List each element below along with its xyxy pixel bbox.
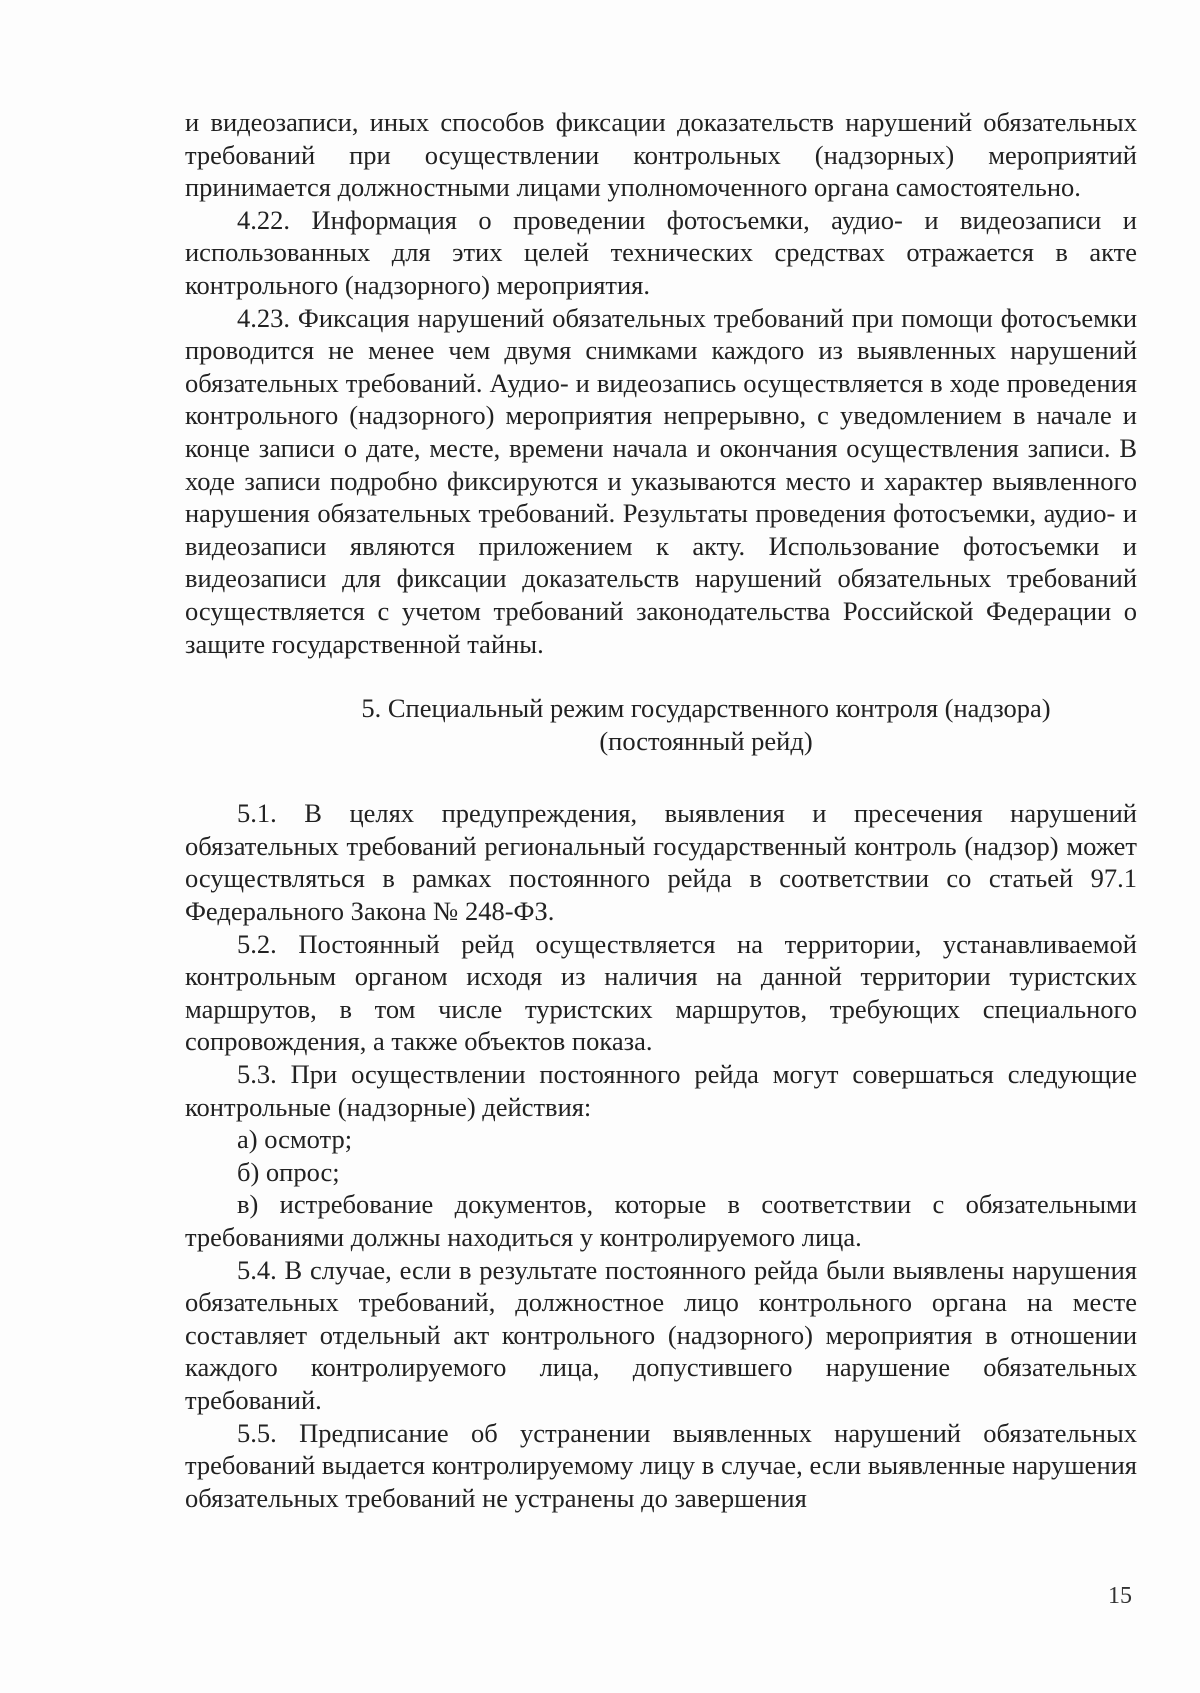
document-body (185, 106, 1137, 1514)
paragraph-5-2: 5.2. Постоянный рейд осуществляется на территории, устанавливаемой контрольным органом исходя из наличия на данной территории туристских маршрутов, в том числе туристских маршрутов, требующих специального сопровождения, а также объектов показа. (185, 928, 1137, 1057)
paragraph-5-4: 5.4. В случае, если в результате постоянного рейда были выявлены нарушения обязательных требований, должностное лицо контрольного органа на месте составляет отдельный акт контрольного (надзорного) мероприятия в отношении каждого контролируемого лица, допустившего нарушение обязательных требований. (185, 1254, 1137, 1415)
list-item-c: в) истребование документов, которые в соответствии с обязательными требованиями должны находиться у контролируемого лица. (185, 1189, 1137, 1252)
list-item-a: а) осмотр; (237, 1124, 353, 1155)
paragraph-4-23: 4.23. Фиксация нарушений обязательных требований при помощи фотосъемки проводится не менее чем двумя снимками каждого из выявленных нарушений обязательных требований. Аудио- и видеозапись осуществляется в ходе проведения контрольного (надзорного) мероприятия непрерывно, с уведомлением в начале и конце записи о дате, месте, времени начала и окончания осуществления записи. В ходе записи подробно фиксируются и указываются место и характер выявленного нарушения обязательных требований. Результаты проведения фотосъемки, аудио- и видеозаписи являются приложением к акту. Использование фотосъемки и видеозаписи для фиксации доказательств нарушений обязательных требований осуществляется с учетом требований законодательства Российской Федерации о защите государственной тайны. (185, 302, 1137, 659)
paragraph-4-22: 4.22. Информация о проведении фотосъемки, аудио- и видеозаписи и использованных для этих целей технических средствах отражается в акте контрольного (надзорного) мероприятия. (185, 204, 1137, 300)
section-heading-line-2: (постоянный рейд) (599, 725, 813, 756)
paragraph-continuation: и видеозаписи, иных способов фиксации доказательств нарушений обязательных требований при осуществлении контрольных (надзорных) мероприятий принимается должностными лицами уполномоченного органа самостоятельно. (185, 107, 1137, 203)
page-number: 15 (1108, 1583, 1132, 1609)
paragraph-5-3: 5.3. При осуществлении постоянного рейда могут совершаться следующие контрольные (надзорные) действия: (185, 1059, 1137, 1122)
paragraph-5-5: 5.5. Предписание об устранении выявленных нарушений обязательных требований выдается контролируемому лицу в случае, если выявленные нарушения обязательных требований не устранены до завершения (185, 1417, 1137, 1513)
section-heading (185, 692, 1137, 757)
paragraph-5-1: 5.1. В целях предупреждения, выявления и пресечения нарушений обязательных требований региональный государственный контроль (надзор) может осуществляться в рамках постоянного рейда в соответствии со статьей 97.1 Федерального Закона № 248-ФЗ. (185, 798, 1137, 927)
section-heading-line-1: 5. Специальный режим государственного контроля (надзора) (361, 693, 1051, 724)
list-item-b: б) опрос; (237, 1156, 340, 1187)
